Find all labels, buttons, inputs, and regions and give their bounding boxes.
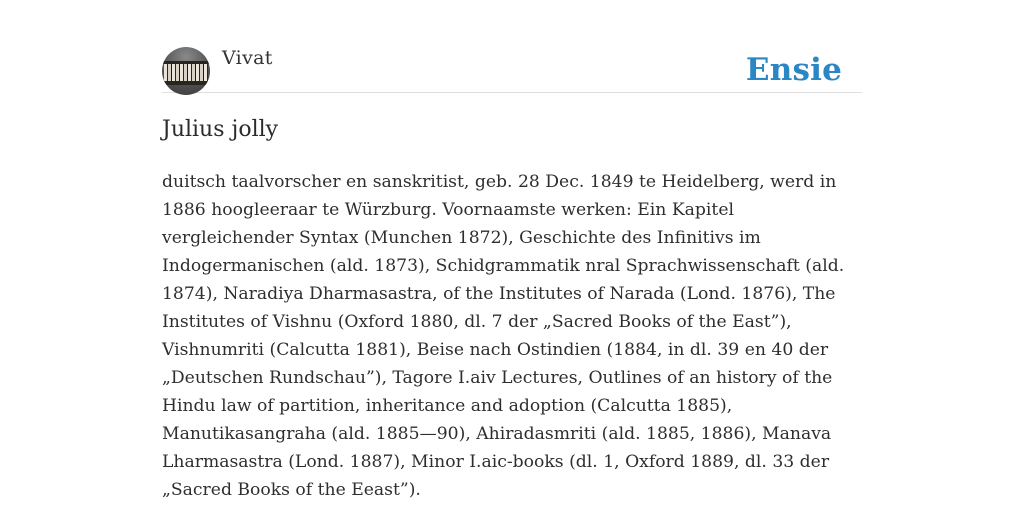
username[interactable]: Vivat [222, 47, 273, 69]
avatar[interactable] [162, 47, 210, 95]
books-icon [164, 64, 208, 81]
header [162, 0, 862, 93]
shelf-icon [162, 81, 210, 85]
article-card [162, 0, 862, 512]
brand-logo[interactable]: Ensie [745, 52, 842, 88]
article-body: duitsch taalvorscher en sanskritist, geb. 28 Dec. 1849 te Heidelberg, werd in 1886 hoogleeraar te Würzburg. Voornaamste werken: Ein Kapitel vergleichender Syntax (Munchen 1872), Geschichte des Infinitivs im Indogermanischen (ald. 1873), Schidgrammatik nral Sprachwissenschaft (ald. 1874), Naradiya Dharmasastra, of the Institutes of Narada (Lond. 1876), The Institutes of Vishnu (Oxford 1880, dl. 7 der „Sacred Books of the East”), Vishnumriti (Calcutta 1881), Beise nach Ostindien (1884, in dl. 39 en 40 der „Deutschen Rundschau”), Tagore I.aiv Lectures, Outlines of an history of the Hindu law of partition, inheritance and adoption (Calcutta 1885), Manutikasangraha (ald. 1885—90), Ahiradasmriti (ald. 1885, 1886), Manava Lharmasastra (Lond. 1887), Minor I.aic-books (dl. 1, Oxford 1889, dl. 33 der „Sacred Books of the Eeast”). [162, 172, 845, 500]
page-title: Julius jolly [162, 117, 279, 142]
